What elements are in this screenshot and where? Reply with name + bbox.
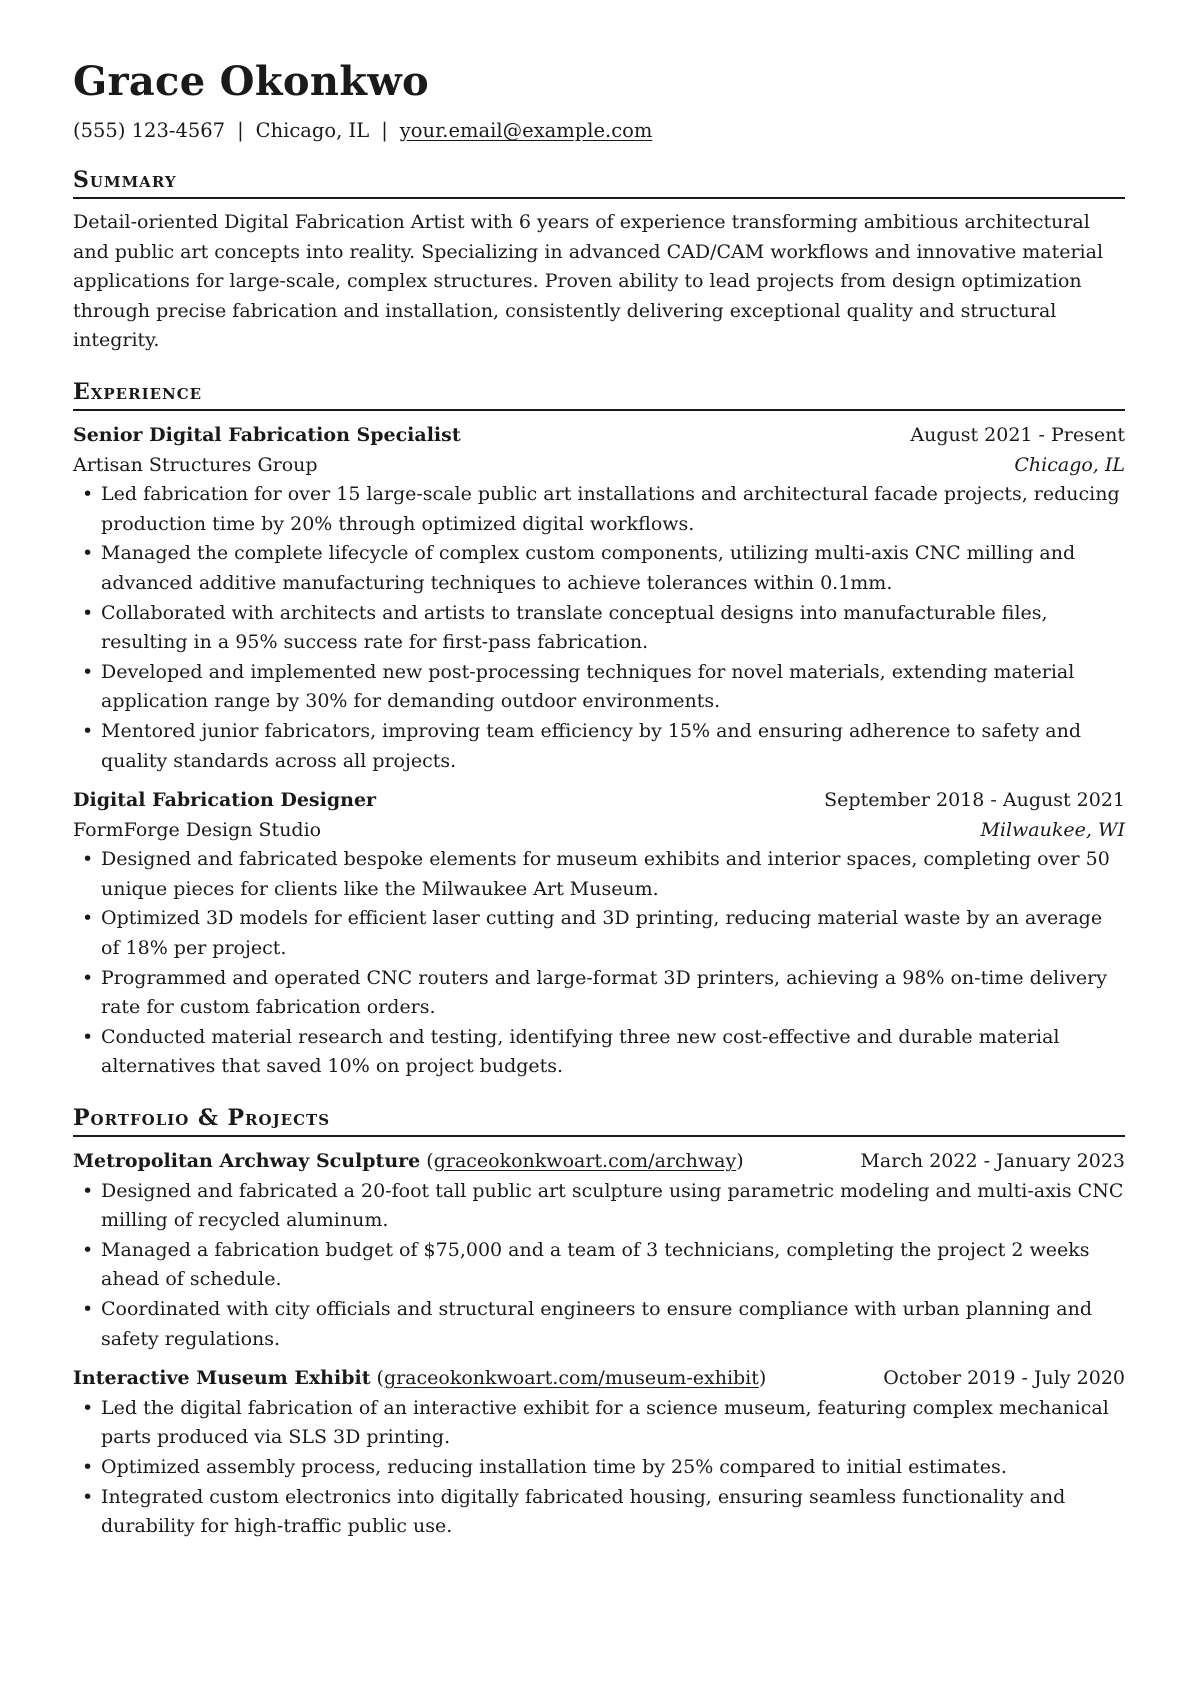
bullet-icon: •: [82, 1298, 94, 1320]
bullet-item: [73, 845, 1125, 904]
job-bullet-list: [73, 845, 1125, 1082]
bullet-text: Led fabrication for over 15 large-scale public art installations and architectural facade projects, reducing production time by 20% through optimized digital workflows.: [101, 483, 1120, 535]
job-bullet-list: [73, 480, 1125, 776]
experience-heading: Experience: [73, 378, 1125, 411]
bullet-text: Integrated custom electronics into digitally fabricated housing, ensuring seamless functionality and durability for high-traffic public use.: [101, 1485, 1066, 1538]
projects-list: [73, 1147, 1125, 1542]
bullet-item: [73, 717, 1125, 776]
summary-text: Detail-oriented Digital Fabrication Artist with 6 years of experience transforming ambitious architectural and public art concepts into reality. Specializing in advanced CAD/CAM workflows and innovative material applications for large-scale, complex structures. Proven ability to lead projects from design optimization through precise fabrication and installation, consistently delivering exceptional quality and structural integrity.: [73, 211, 1104, 352]
job-entry: [73, 786, 1125, 1082]
bullet-text: Collaborated with architects and artists to translate conceptual designs into manufacturable files, resulting in a 95% success rate for first-pass fabrication.: [101, 601, 1048, 654]
bullet-item: [73, 1295, 1125, 1354]
bullet-text: Conducted material research and testing, identifying three new cost-effective and durable material alternatives that saved 10% on project budgets.: [101, 1025, 1060, 1078]
bullet-item: [73, 539, 1125, 598]
job-location: Milwaukee, WI: [980, 818, 1125, 841]
bullet-text: Optimized assembly process, reducing installation time by 25% compared to initial estimates.: [101, 1455, 1007, 1478]
bullet-item: [73, 964, 1125, 1023]
bullet-icon: •: [82, 660, 94, 683]
paren-open: (: [420, 1150, 434, 1173]
job-entry: [73, 421, 1125, 776]
bullet-text: Designed and fabricated bespoke elements for museum exhibits and interior spaces, completing over 50 unique pieces for clients like the Milwaukee Art Museum.: [101, 848, 1110, 900]
paren-close: ): [758, 1367, 767, 1390]
bullet-text: Mentored junior fabricators, improving team efficiency by 15% and ensuring adherence to safety and quality standards across all projects.: [101, 719, 1082, 772]
project-link[interactable]: graceokonkwoart.com/archway: [433, 1150, 737, 1173]
bullet-text: Coordinated with city officials and structural engineers to ensure compliance with urban planning and safety regulations.: [101, 1298, 1092, 1350]
job-dates: September 2018 - August 2021: [824, 789, 1125, 812]
bullet-item: [73, 1483, 1125, 1542]
bullet-icon: •: [82, 1396, 94, 1419]
project-header-row: [73, 1147, 1125, 1177]
job-header-row: [73, 786, 1125, 816]
bullet-icon: •: [82, 966, 94, 989]
project-header-row: [73, 1364, 1125, 1394]
bullet-icon: •: [82, 719, 94, 742]
bullet-item: [73, 1453, 1125, 1483]
bullet-text: Optimized 3D models for efficient laser cutting and 3D printing, reducing material waste by an average of 18% per project.: [101, 907, 1103, 960]
project-title-group: [73, 1147, 744, 1177]
bullet-icon: •: [82, 1485, 94, 1508]
project-bullet-list: [73, 1177, 1125, 1355]
job-title: Digital Fabrication Designer: [73, 789, 377, 812]
bullet-item: [73, 1177, 1125, 1236]
bullet-item: [73, 904, 1125, 963]
bullet-item: [73, 1236, 1125, 1295]
job-title: Senior Digital Fabrication Specialist: [73, 423, 461, 446]
bullet-icon: •: [82, 848, 94, 871]
contact-separator: |: [381, 119, 388, 142]
project-link[interactable]: graceokonkwoart.com/museum-exhibit: [383, 1367, 759, 1390]
job-header-row: [73, 421, 1125, 451]
project-entry: [73, 1364, 1125, 1542]
bullet-icon: •: [82, 1238, 94, 1261]
bullet-item: [73, 599, 1125, 658]
bullet-icon: •: [82, 542, 94, 565]
project-dates: March 2022 - January 2023: [860, 1150, 1125, 1173]
paren-close: ): [736, 1150, 744, 1173]
bullet-text: Managed a fabrication budget of $75,000 and a team of 3 technicians, completing the project 2 weeks ahead of schedule.: [101, 1238, 1090, 1291]
job-company-row: [73, 451, 1125, 481]
paren-open: (: [370, 1367, 384, 1390]
candidate-name: Grace Okonkwo: [73, 58, 429, 105]
bullet-text: Developed and implemented new post-processing techniques for novel materials, extending material application range by 30% for demanding outdoor environments.: [101, 660, 1075, 713]
project-dates: October 2019 - July 2020: [883, 1367, 1125, 1390]
bullet-text: Led the digital fabrication of an interactive exhibit for a science museum, featuring complex mechanical parts produced via SLS 3D printing.: [101, 1396, 1109, 1449]
bullet-item: [73, 480, 1125, 539]
experience-list: [73, 421, 1125, 1082]
company-name: Artisan Structures Group: [73, 453, 318, 476]
bullet-text: Programmed and operated CNC routers and large-format 3D printers, achieving a 98% on-time delivery rate for custom fabrication orders.: [101, 966, 1107, 1019]
bullet-icon: •: [82, 483, 94, 506]
bullet-item: [73, 1394, 1125, 1453]
location: Chicago, IL: [255, 119, 370, 142]
projects-heading: Portfolio & Projects: [73, 1104, 1125, 1137]
bullet-text: Managed the complete lifecycle of complex custom components, utilizing multi-axis CNC milling and advanced additive manufacturing techniques to achieve tolerances within 0.1mm.: [101, 542, 1076, 594]
contact-line: [73, 118, 1125, 144]
bullet-item: [73, 658, 1125, 717]
company-name: FormForge Design Studio: [73, 818, 322, 841]
project-title-group: [73, 1364, 766, 1394]
project-entry: [73, 1147, 1125, 1354]
project-title: Metropolitan Archway Sculpture: [73, 1150, 421, 1173]
bullet-item: [73, 1023, 1125, 1082]
job-location: Chicago, IL: [1014, 453, 1125, 476]
resume-page: [73, 58, 1125, 1542]
bullet-icon: •: [82, 1025, 94, 1048]
contact-separator: |: [237, 119, 244, 142]
bullet-icon: •: [82, 907, 94, 930]
bullet-icon: •: [82, 601, 94, 624]
phone-number: (555) 123-4567: [73, 119, 226, 142]
bullet-icon: •: [82, 1455, 94, 1478]
job-company-row: [73, 816, 1125, 846]
bullet-icon: •: [82, 1179, 94, 1202]
bullet-text: Designed and fabricated a 20-foot tall public art sculpture using parametric modeling and multi-axis CNC milling of recycled aluminum.: [101, 1179, 1124, 1232]
job-dates: August 2021 - Present: [910, 423, 1125, 446]
summary-heading: Summary: [73, 166, 1125, 199]
project-title: Interactive Museum Exhibit: [73, 1367, 371, 1390]
email-link[interactable]: your.email@example.com: [399, 119, 653, 142]
project-bullet-list: [73, 1394, 1125, 1542]
